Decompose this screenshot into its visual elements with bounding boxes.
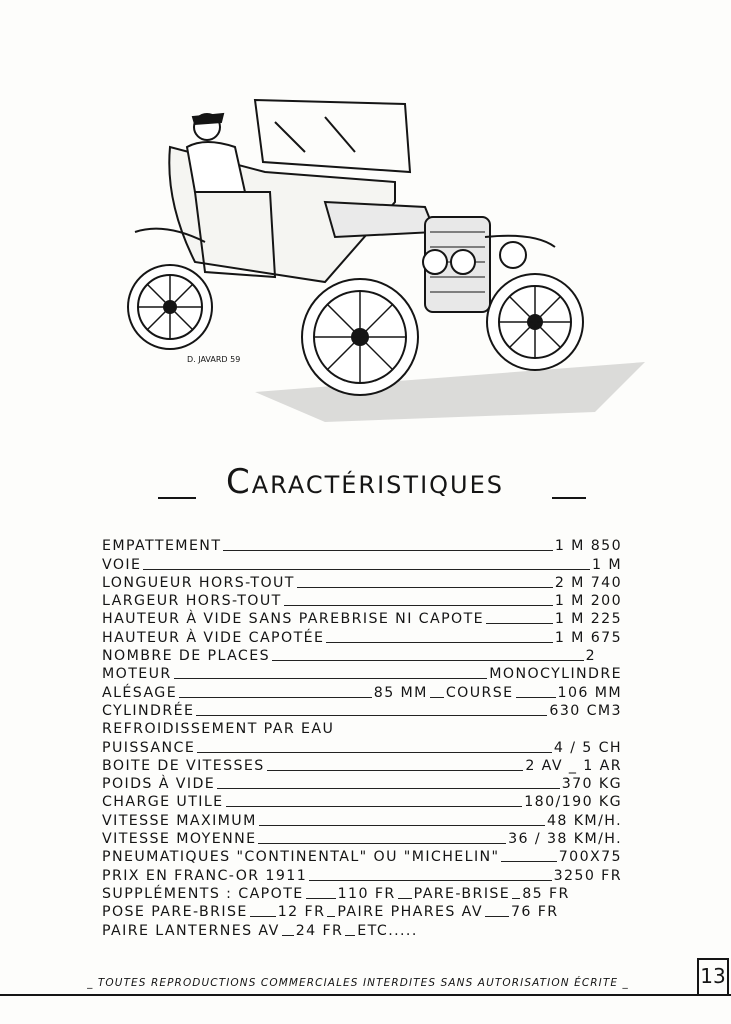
spec-value: 12 FR bbox=[277, 904, 326, 921]
leader-line bbox=[217, 788, 560, 789]
spec-value: 1 M 850 bbox=[554, 538, 622, 555]
leader-line bbox=[250, 916, 276, 917]
spec-value: 1 M 225 bbox=[554, 611, 622, 628]
page-number: 13 bbox=[697, 958, 729, 994]
footer-note: _ TOUTES REPRODUCTIONS COMMERCIALES INTERDITES SANS AUTORISATION ÉCRITE _ bbox=[87, 977, 629, 989]
leader-line bbox=[306, 898, 336, 899]
illustration-signature: D. JAVARD 59 bbox=[187, 355, 241, 364]
spec-value: 85 MM bbox=[373, 684, 428, 701]
spec-row bbox=[102, 756, 622, 774]
leader-line bbox=[143, 569, 590, 570]
leader-line bbox=[284, 605, 553, 606]
leader-line bbox=[309, 880, 551, 881]
spec-label: PAIRE LANTERNES AV bbox=[102, 922, 280, 939]
spec-row bbox=[102, 682, 622, 700]
leader-line bbox=[267, 770, 524, 771]
spec-row bbox=[102, 719, 622, 737]
spec-value: 110 FR bbox=[337, 885, 396, 902]
spec-value: 2 M 740 bbox=[554, 574, 622, 591]
leader-line bbox=[226, 806, 523, 807]
spec-label: ALÉSAGE bbox=[102, 684, 178, 701]
spec-row bbox=[102, 701, 622, 719]
spec-label: LARGEUR HORS-TOUT bbox=[102, 593, 282, 610]
leader-line bbox=[258, 843, 506, 844]
leader-line bbox=[327, 916, 335, 917]
spec-value: 2 bbox=[585, 648, 596, 665]
leader-line bbox=[512, 898, 520, 899]
spec-label: REFROIDISSEMENT PAR EAU bbox=[102, 721, 335, 738]
lanternes-row bbox=[102, 920, 622, 938]
leader-line bbox=[197, 752, 552, 753]
leader-line bbox=[398, 898, 412, 899]
spec-value: 1 M 200 bbox=[554, 593, 622, 610]
spec-value: 4 / 5 CH bbox=[553, 739, 622, 756]
spec-label: VITESSE MOYENNE bbox=[102, 831, 257, 848]
spec-value: MONOCYLINDRE bbox=[489, 666, 622, 683]
spec-value: 700X75 bbox=[558, 849, 622, 866]
spec-row bbox=[102, 609, 622, 627]
spec-row bbox=[102, 865, 622, 883]
spec-value: 48 KM/H. bbox=[546, 812, 622, 829]
spec-label: CHARGE UTILE bbox=[102, 794, 224, 811]
etc-text: ETC..... bbox=[357, 922, 418, 939]
spec-label: PRIX EN FRANC-OR 1911 bbox=[102, 867, 308, 884]
spec-label: VITESSE MAXIMUM bbox=[102, 812, 257, 829]
spec-label: HAUTEUR À VIDE SANS PAREBRISE NI CAPOTE bbox=[102, 611, 485, 628]
spec-row bbox=[102, 627, 622, 645]
spec-value: 2 AV _ 1 AR bbox=[525, 757, 622, 774]
spec-value: 630 CM3 bbox=[549, 702, 622, 719]
spec-label: NOMBRE DE PLACES bbox=[102, 648, 271, 665]
supplements-row bbox=[102, 884, 622, 902]
spec-row bbox=[102, 847, 622, 865]
spec-label: COURSE bbox=[445, 684, 514, 701]
leader-line bbox=[430, 697, 444, 698]
spec-value: 106 MM bbox=[557, 684, 622, 701]
car-illustration bbox=[125, 92, 650, 422]
spec-value: 36 / 38 KM/H. bbox=[508, 831, 622, 848]
leader-line bbox=[297, 587, 553, 588]
leader-line bbox=[326, 642, 552, 643]
leader-line bbox=[179, 697, 372, 698]
spec-value: 3250 FR bbox=[553, 867, 622, 884]
spec-value: 180/190 KG bbox=[524, 794, 622, 811]
page-title: Caractéristiques bbox=[225, 462, 505, 502]
leader-line bbox=[516, 697, 556, 698]
spec-label: MOTEUR bbox=[102, 666, 172, 683]
spec-label: HAUTEUR À VIDE CAPOTÉE bbox=[102, 629, 325, 646]
spec-value: 1 M bbox=[592, 556, 622, 573]
spec-label: SUPPLÉMENTS : CAPOTE bbox=[102, 885, 304, 902]
spec-value: 1 M 675 bbox=[554, 629, 622, 646]
spec-value: 370 KG bbox=[561, 776, 622, 793]
leader-line bbox=[501, 861, 556, 862]
spec-row bbox=[102, 774, 622, 792]
spec-label: PNEUMATIQUES "CONTINENTAL" OU "MICHELIN" bbox=[102, 849, 500, 866]
leader-line bbox=[272, 660, 584, 661]
spec-label: POSE PARE-BRISE bbox=[102, 904, 248, 921]
spec-label: PARE-BRISE bbox=[413, 885, 511, 902]
spec-value: 85 FR bbox=[522, 885, 570, 902]
leader-line bbox=[223, 550, 552, 551]
spec-label: BOITE DE VITESSES bbox=[102, 757, 265, 774]
spec-row bbox=[102, 810, 622, 828]
pose-row bbox=[102, 902, 622, 920]
spec-row bbox=[102, 591, 622, 609]
leader-line bbox=[282, 935, 294, 936]
leader-line bbox=[196, 715, 547, 716]
spec-value: 24 FR bbox=[295, 922, 344, 939]
spec-label: EMPATTEMENT bbox=[102, 538, 222, 555]
spec-label: POIDS À VIDE bbox=[102, 776, 216, 793]
spec-row bbox=[102, 737, 622, 755]
title-rule-right bbox=[552, 497, 586, 499]
spec-row bbox=[102, 829, 622, 847]
footer-rule bbox=[0, 994, 731, 996]
spec-row bbox=[102, 536, 622, 554]
specs-list bbox=[102, 536, 622, 939]
spec-row bbox=[102, 792, 622, 810]
spec-label: PAIRE PHARES AV bbox=[337, 904, 483, 921]
spec-row bbox=[102, 646, 622, 664]
spec-label: PUISSANCE bbox=[102, 739, 196, 756]
leader-line bbox=[174, 678, 488, 679]
leader-line bbox=[259, 825, 545, 826]
spec-label: VOIE bbox=[102, 556, 142, 573]
leader-line bbox=[485, 916, 509, 917]
spec-row bbox=[102, 664, 622, 682]
spec-row bbox=[102, 573, 622, 591]
spec-value: 76 FR bbox=[510, 904, 559, 921]
spec-row bbox=[102, 554, 622, 572]
leader-line bbox=[345, 935, 355, 936]
spec-label: LONGUEUR HORS-TOUT bbox=[102, 574, 295, 591]
leader-line bbox=[486, 623, 553, 624]
spec-label: CYLINDRÉE bbox=[102, 702, 195, 719]
